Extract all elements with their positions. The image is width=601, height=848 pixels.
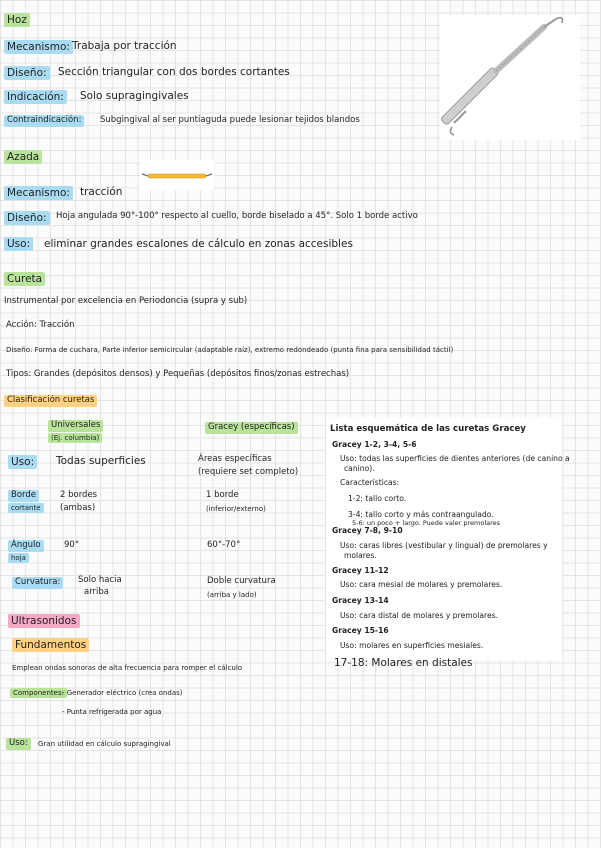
cureta-title: Cureta: [4, 272, 45, 286]
gracey-11-12: Gracey 11-12: [332, 566, 389, 575]
ultrasonidos-title: Ultrasonidos: [8, 614, 80, 628]
gracey-7-10-uso: Uso: caras libres (vestibular y lingual) de premolares y: [340, 541, 548, 550]
ultrasonidos-uso-text: Gran utilidad en cálculo supragingival: [38, 740, 171, 748]
gracey-list-title: Lista esquemática de las curetas Gracey: [330, 424, 526, 434]
hoz-indicacion-label: Indicación:: [4, 90, 67, 104]
uso-universales: Todas superficies: [56, 455, 146, 467]
curvatura-row-label: Curvatura:: [12, 577, 63, 589]
borde-gracey-1: 1 borde: [206, 490, 239, 500]
cureta-line3: Diseño: Forma de cuchara, Parte inferior semicircular (adaptable raíz), extremo redondeado (punta fina para sensibilidad táctil): [6, 346, 454, 354]
gracey-15-16: Gracey 15-16: [332, 626, 389, 635]
col-universales: Universales: [48, 420, 103, 432]
gracey-1-6-uso-2: canino).: [344, 464, 375, 473]
gracey-7-10-uso-2: molares.: [344, 551, 377, 560]
cureta-line1: Instrumental por excelencia en Periodoncia (supra y sub): [4, 296, 248, 306]
sickle-scaler-illustration: [440, 15, 580, 140]
borde-row-label-1: Borde: [8, 490, 39, 502]
borde-row-label-2: cortante: [8, 503, 44, 513]
uso-gracey-1: Áreas específicas: [198, 454, 272, 464]
gracey-13-14-uso: Uso: cara distal de molares y premolares.: [340, 611, 499, 620]
fundamentos-title: Fundamentos: [12, 638, 89, 652]
curvatura-gracey-2: (arriba y lado): [207, 591, 257, 599]
angulo-gracey: 60°-70°: [207, 540, 241, 550]
clasificacion-title: Clasificación curetas: [4, 395, 97, 407]
cureta-line2: Acción: Tracción: [6, 320, 75, 330]
gracey-5-6-handwritten: 5-6: un poco + largo. Puede valer premolares: [352, 519, 501, 527]
gracey-1-6-uso: Uso: todas las superficies de dientes anteriores (de canino a: [340, 454, 570, 463]
gracey-3-4-detail: 3-4: tallo corto y más contraangulado.: [348, 510, 494, 519]
borde-universales-2: (ambas): [60, 503, 96, 513]
gracey-15-16-uso: Uso: molares en superficies mesiales.: [340, 641, 484, 650]
azada-mecanismo-label: Mecanismo:: [4, 186, 73, 200]
uso-gracey-2: (requiere set completo): [198, 467, 299, 477]
hoz-mecanismo-text: Trabaja por tracción: [72, 40, 177, 52]
gracey-1-6: Gracey 1-2, 3-4, 5-6: [332, 440, 417, 449]
borde-gracey-2: (inferior/externo): [206, 505, 266, 513]
azada-uso-label: Uso:: [4, 237, 33, 251]
hoz-indicacion-text: Solo supragingivales: [80, 90, 189, 102]
gracey-7-10: Gracey 7-8, 9-10: [332, 526, 403, 535]
azada-mecanismo-text: tracción: [80, 186, 123, 198]
hoz-contra-text: Subgingival al ser puntiaguda puede lesionar tejidos blandos: [100, 115, 360, 125]
angulo-row-label-2: hoja: [8, 553, 29, 563]
gracey-11-12-uso: Uso: cara mesial de molares y premolares.: [340, 580, 503, 589]
azada-title: Azada: [4, 150, 42, 164]
gracey-1-2-detail: 1-2: tallo corto.: [348, 494, 407, 503]
hoz-diseno-text: Sección triangular con dos bordes cortantes: [58, 66, 290, 78]
azada-uso-text: eliminar grandes escalones de cálculo en zonas accesibles: [44, 238, 353, 250]
hoz-mecanismo-label: Mecanismo:: [4, 40, 73, 54]
col-universales-sub: (Ej. columbia): [48, 433, 102, 443]
hoz-title: Hoz: [4, 13, 30, 27]
azada-diseno-label: Diseño:: [4, 211, 50, 225]
curvatura-universales-1: Solo hacia: [78, 575, 122, 585]
ultrasonidos-uso-label: Uso:: [6, 738, 31, 750]
hoe-illustration: [140, 160, 214, 190]
col-gracey: Gracey (específicas): [205, 422, 298, 434]
uso-row-label: Uso:: [8, 455, 37, 469]
angulo-universales: 90°: [64, 540, 80, 550]
gracey-13-14: Gracey 13-14: [332, 596, 389, 605]
borde-universales-1: 2 bordes: [60, 490, 98, 500]
cureta-line4: Tipos: Grandes (depósitos densos) y Pequeñas (depósitos finos/zonas estrechas): [6, 369, 350, 379]
angulo-row-label-1: Ángulo: [8, 540, 44, 552]
curvatura-universales-2: arriba: [84, 587, 110, 597]
componente-punta: - Punta refrigerada por agua: [62, 708, 162, 716]
gracey-1-6-caracteristicas: Características:: [340, 478, 400, 487]
curvatura-gracey-1: Doble curvatura: [207, 576, 276, 586]
componente-generador: - Generador eléctrico (crea ondas): [62, 689, 183, 697]
gracey-list-panel: [326, 418, 570, 660]
azada-diseno-text: Hoja angulada 90°-100° respecto al cuello, borde biselado a 45°. Solo 1 borde activo: [56, 211, 418, 221]
hoz-contra-label: Contraindicación:: [4, 115, 84, 127]
componentes-label: Componentes:: [10, 688, 67, 698]
gracey-17-18: 17-18: Molares en distales: [334, 657, 473, 669]
fundamentos-text: Emplean ondas sonoras de alta frecuencia para romper el cálculo: [12, 664, 243, 672]
hoz-diseno-label: Diseño:: [4, 66, 50, 80]
